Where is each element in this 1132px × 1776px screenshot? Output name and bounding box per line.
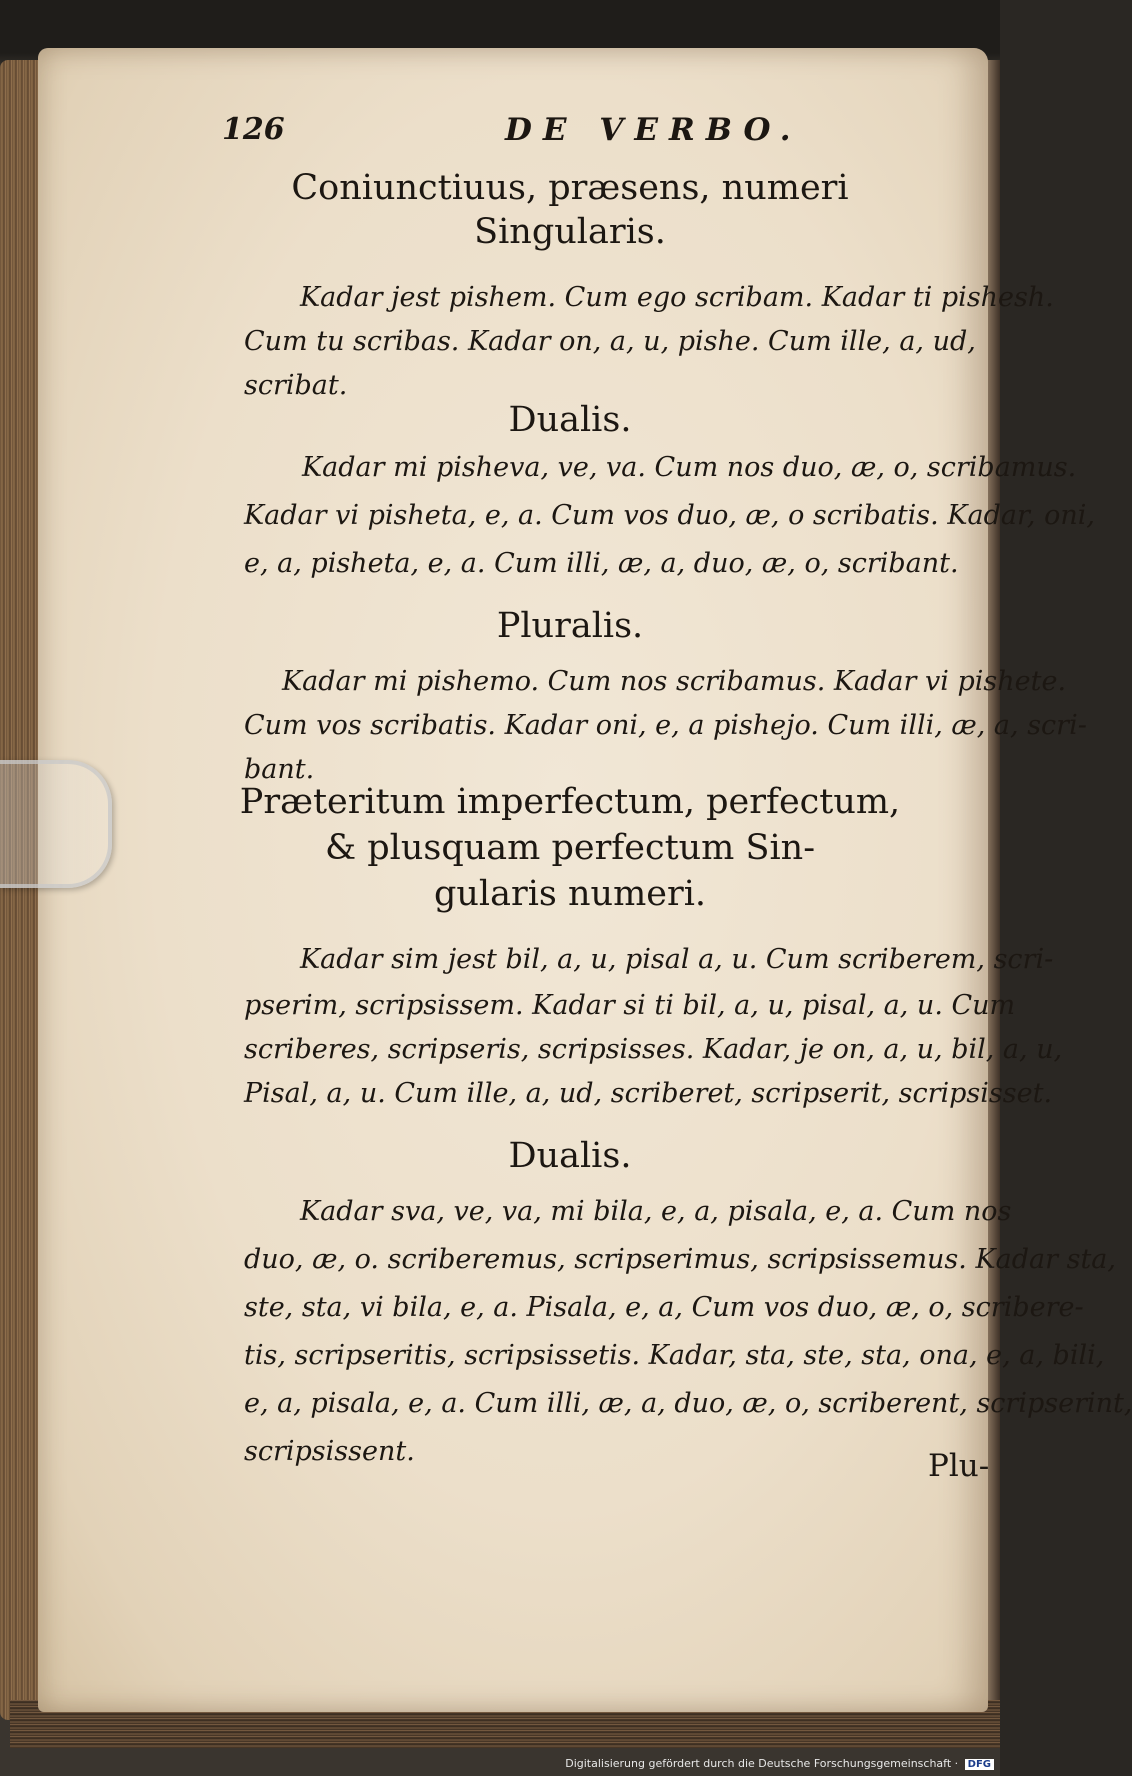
text-line: Kadar mi pisheva, ve, va. Cum nos duo, æ, o, scribamus.	[302, 452, 1077, 483]
page-number: 126	[222, 112, 285, 147]
text-line: Pisal, a, u. Cum ille, a, ud, scriberet, scripserit, scripsisset.	[244, 1078, 1053, 1109]
text-line: tis, scripseritis, scripsissetis. Kadar, sta, ste, sta, ona, e, a, bili,	[244, 1340, 1105, 1371]
text-line: scriberes, scripseris, scripsisses. Kadar, je on, a, u, bil, a, u,	[244, 1034, 1063, 1065]
text-line: Kadar sva, ve, va, mi bila, e, a, pisala, e, a. Cum nos	[300, 1196, 1012, 1227]
text-line: Kadar sim jest bil, a, u, pisal a, u. Cum scriberem, scri-	[300, 944, 1054, 975]
section-heading: Pluralis.	[496, 606, 644, 646]
text-line: scripsissent.	[244, 1436, 415, 1467]
section-heading: Dualis.	[508, 1136, 632, 1176]
section-heading: gularis numeri.	[433, 874, 707, 914]
text-line: scribat.	[244, 370, 348, 401]
digitization-credit	[565, 1757, 994, 1770]
credit-text: Digitalisierung gefördert durch die Deutsche Forschungsgemeinschaft ·	[565, 1757, 959, 1770]
text-line: duo, æ, o. scriberemus, scripserimus, scripsissemus. Kadar sta,	[244, 1244, 1116, 1275]
text-line: Cum tu scribas. Kadar on, a, u, pishe. Cum ille, a, ud,	[244, 326, 976, 357]
text-line: Kadar mi pishemo. Cum nos scribamus. Kadar vi pishete.	[282, 666, 1067, 697]
section-heading: & plusquam perfectum Sin-	[324, 828, 816, 868]
text-line: ste, sta, vi bila, e, a. Pisala, e, a, Cum vos duo, æ, o, scribere-	[244, 1292, 1084, 1323]
text-line: Cum vos scribatis. Kadar oni, e, a pishejo. Cum illi, æ, a, scri-	[244, 710, 1087, 741]
text-line: e, a, pisheta, e, a. Cum illi, æ, a, duo, æ, o, scribant.	[244, 548, 959, 579]
section-heading: Singularis.	[474, 212, 666, 252]
catchword: Plu-	[928, 1448, 990, 1484]
section-heading: Dualis.	[508, 400, 632, 440]
book-fore-edge	[0, 60, 40, 1720]
section-heading: Præteritum imperfectum, perfectum,	[239, 782, 901, 822]
section-heading: Coniunctiuus, præsens, numeri	[291, 168, 849, 208]
page-clip	[0, 760, 112, 888]
text-line: Kadar vi pisheta, e, a. Cum vos duo, æ, o scribatis. Kadar, oni,	[244, 500, 1095, 531]
dfg-logo-icon: DFG	[965, 1759, 994, 1770]
running-title: DE VERBO.	[505, 112, 802, 148]
text-line: pserim, scripsissem. Kadar si ti bil, a, u, pisal, a, u. Cum	[244, 990, 1016, 1021]
text-line: e, a, pisala, e, a. Cum illi, æ, a, duo, æ, o, scriberent, scripserint,	[244, 1388, 1132, 1419]
text-line: Kadar jest pishem. Cum ego scribam. Kadar ti pishesh.	[300, 282, 1054, 313]
text-line: bant.	[244, 754, 315, 785]
